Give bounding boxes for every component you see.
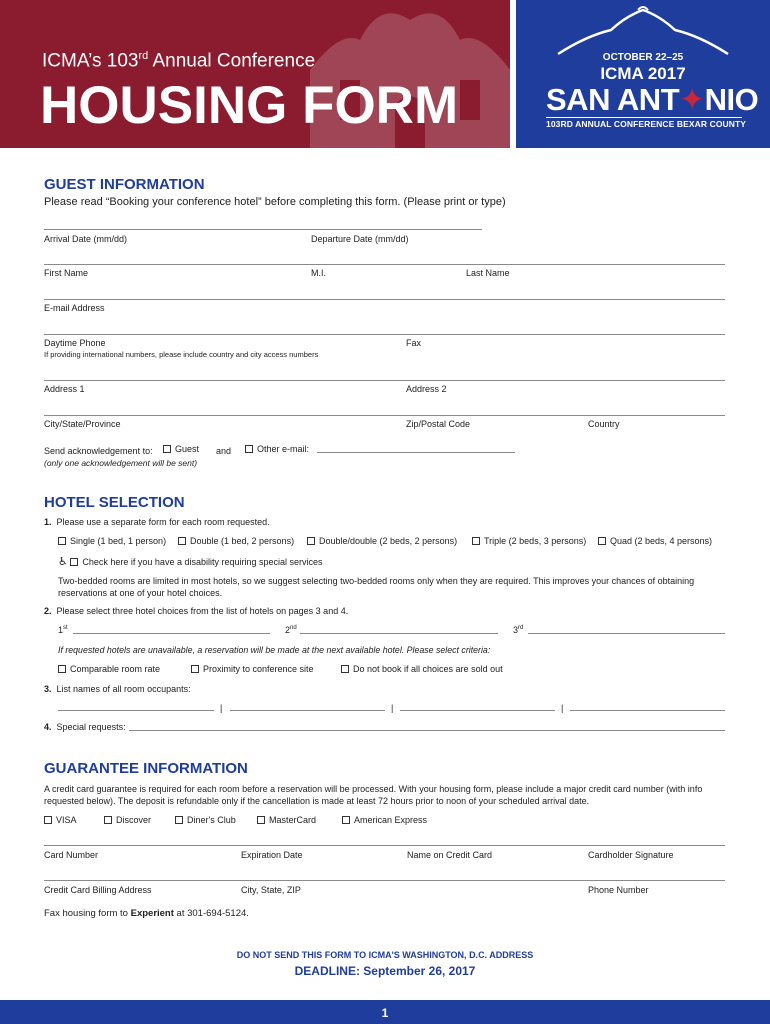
occupant4-line[interactable] <box>570 710 725 711</box>
separator: | <box>391 703 394 713</box>
deadline: DEADLINE: September 26, 2017 <box>294 964 476 978</box>
mastercard-checkbox[interactable]: MasterCard <box>257 815 316 825</box>
page-title: HOUSING FORM <box>40 76 459 135</box>
expiration-field[interactable]: Expiration Date <box>241 850 303 860</box>
step3: 3. List names of all room occupants: <box>44 684 191 694</box>
criteria-note: If requested hotels are unavailable, a reservation will be made at the next available hotel. Please select criteria: <box>58 645 491 655</box>
name-on-card-field[interactable]: Name on Credit Card <box>407 850 493 860</box>
step2: 2. Please select three hotel choices from the list of hotels on pages 3 and 4. <box>44 606 349 616</box>
occupant1-line[interactable] <box>58 710 214 711</box>
criteria-proximity-checkbox[interactable]: Proximity to conference site <box>191 664 314 674</box>
occupant3-line[interactable] <box>400 710 555 711</box>
guarantee-heading: GUARANTEE INFORMATION <box>44 760 248 777</box>
star-icon: ✦ <box>679 82 705 117</box>
arrival-date-field[interactable]: Arrival Date (mm/dd) <box>44 234 128 244</box>
city-field[interactable]: City/State/Province <box>44 419 121 429</box>
rule <box>44 845 725 846</box>
cardholder-signature-field[interactable]: Cardholder Signature <box>588 850 674 860</box>
fax-instructions: Fax housing form to Experient at 301-694-5124. <box>44 908 249 919</box>
rule <box>44 229 482 230</box>
guarantee-text: A credit card guarantee is required for each room before a reservation will be processed. With your housing form, please include a major credit card number (with info requested below). The deposit is refundable only if the cancellation is made at least 72 hours prior to noon of your scheduled arrival date. <box>44 784 703 806</box>
ack-and: and <box>216 446 232 456</box>
choice1-line[interactable] <box>73 633 270 634</box>
phone-note: If providing international numbers, please include country and city access numbers <box>44 350 319 359</box>
logo-dates: OCTOBER 22–25 <box>602 52 684 63</box>
separator: | <box>561 703 564 713</box>
conference-subtitle: ICMA’s 103rd Annual Conference <box>42 50 316 72</box>
choice1-label: 1st <box>58 625 68 635</box>
logo-tagline: 103RD ANNUAL CONFERENCE BEXAR COUNTY <box>546 119 747 129</box>
choice3-line[interactable] <box>528 633 725 634</box>
daytime-phone-field[interactable]: Daytime Phone <box>44 338 106 348</box>
header-banner <box>0 0 510 148</box>
zip-field[interactable]: Zip/Postal Code <box>406 419 471 429</box>
middle-initial-field[interactable]: M.I. <box>311 268 326 278</box>
alamo-arch-icon <box>556 6 730 56</box>
logo-rule <box>546 117 742 118</box>
phone-number-field[interactable]: Phone Number <box>588 885 649 895</box>
criteria-comparable-checkbox[interactable]: Comparable room rate <box>58 664 160 674</box>
criteria-donotbook-checkbox[interactable]: Do not book if all choices are sold out <box>341 664 503 674</box>
checkbox-icon <box>163 445 171 453</box>
country-field[interactable]: Country <box>588 419 620 429</box>
address2-field[interactable]: Address 2 <box>406 384 447 394</box>
room-double-checkbox[interactable]: Double (1 bed, 2 persons) <box>178 536 294 546</box>
logo-city: SAN ANT✦NIO <box>546 82 759 117</box>
separator: | <box>220 703 223 713</box>
special-requests-line[interactable] <box>129 730 725 731</box>
two-bed-note: Two-bedded rooms are limited in most hotels, so we suggest selecting two-bedded rooms only when they are required. This improves your chances of obtaining reservations at one of your hotel choices. <box>58 576 695 598</box>
rule <box>44 380 725 381</box>
guest-info-heading: GUEST INFORMATION <box>44 176 205 193</box>
fax-field[interactable]: Fax <box>406 338 422 348</box>
checkbox-icon <box>245 445 253 453</box>
card-number-field[interactable]: Card Number <box>44 850 99 860</box>
rule <box>44 334 725 335</box>
billing-address-field[interactable]: Credit Card Billing Address <box>44 885 152 895</box>
rule <box>44 299 725 300</box>
ack-note: (only one acknowledgement will be sent) <box>44 458 198 468</box>
diners-checkbox[interactable]: Diner's Club <box>175 815 236 825</box>
amex-checkbox[interactable]: American Express <box>342 815 427 825</box>
discover-checkbox[interactable]: Discover <box>104 815 151 825</box>
rule <box>44 264 725 265</box>
other-email-line[interactable] <box>317 452 515 453</box>
logo-icma: ICMA 2017 <box>600 64 686 83</box>
visa-checkbox[interactable]: VISA <box>44 815 77 825</box>
email-field[interactable]: E-mail Address <box>44 303 105 313</box>
ack-label: Send acknowledgement to: <box>44 446 153 456</box>
step4: 4. Special requests: <box>44 722 126 732</box>
disability-checkbox[interactable]: ♿ Check here if you have a disability requiring special services <box>58 556 323 568</box>
occupant2-line[interactable] <box>230 710 385 711</box>
rule <box>44 880 725 881</box>
choice2-line[interactable] <box>300 633 498 634</box>
choice2-label: 2nd <box>285 625 297 635</box>
wheelchair-icon: ♿ <box>58 556 68 568</box>
choice3-label: 3rd <box>513 625 524 635</box>
hotel-selection-heading: HOTEL SELECTION <box>44 494 185 511</box>
first-name-field[interactable]: First Name <box>44 268 89 278</box>
last-name-field[interactable]: Last Name <box>466 268 510 278</box>
departure-date-field[interactable]: Departure Date (mm/dd) <box>311 234 409 244</box>
room-doubledouble-checkbox[interactable]: Double/double (2 beds, 2 persons) <box>307 536 457 546</box>
ack-other-checkbox[interactable]: Other e-mail: <box>245 444 309 454</box>
guest-intro: Please read “Booking your conference hotel” before completing this form. (Please print or type) <box>44 196 506 208</box>
do-not-send-warning: DO NOT SEND THIS FORM TO ICMA'S WASHINGTON, D.C. ADDRESS <box>236 950 534 960</box>
ack-guest-checkbox[interactable]: Guest <box>163 444 199 454</box>
conference-logo <box>516 0 770 148</box>
room-triple-checkbox[interactable]: Triple (2 beds, 3 persons) <box>472 536 586 546</box>
rule <box>44 415 725 416</box>
city-state-zip-field[interactable]: City, State, ZIP <box>241 885 301 895</box>
room-single-checkbox[interactable]: Single (1 bed, 1 person) <box>58 536 166 546</box>
room-quad-checkbox[interactable]: Quad (2 beds, 4 persons) <box>598 536 712 546</box>
address1-field[interactable]: Address 1 <box>44 384 85 394</box>
step1: 1. Please use a separate form for each room requested. <box>44 517 270 527</box>
page-number: 1 <box>381 1006 389 1020</box>
